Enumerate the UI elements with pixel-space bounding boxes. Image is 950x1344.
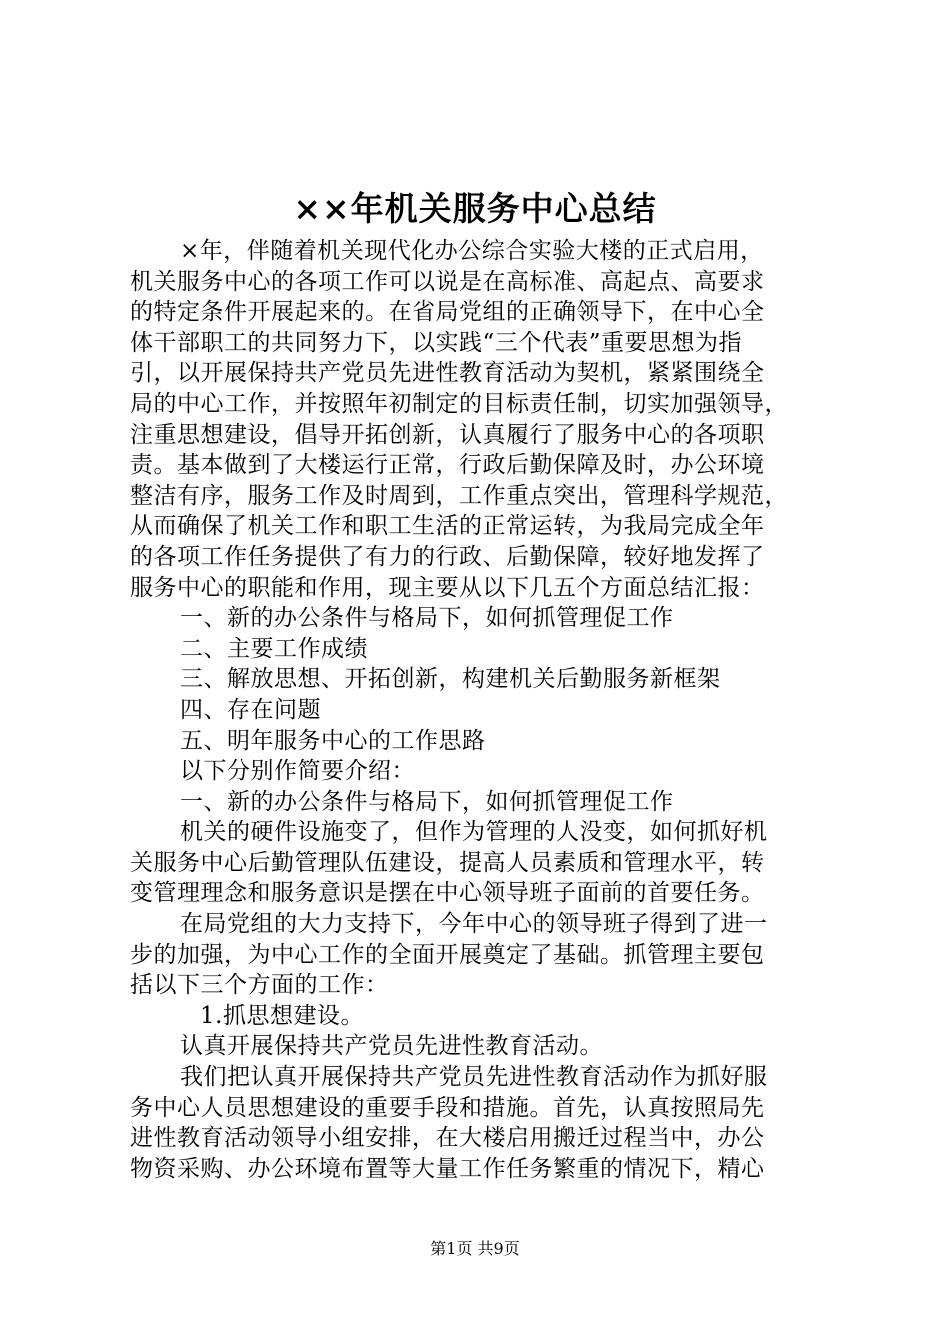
paragraph-line: 从而确保了机关工作和职工生活的正常运转，为我局完成全年	[130, 513, 765, 540]
paragraph-line: 步的加强，为中心工作的全面开展奠定了基础。抓管理主要包	[130, 941, 765, 968]
paragraph-line: 引，以开展保持共产党员先进性教育活动为契机，紧紧围绕全	[130, 360, 765, 387]
paragraph-line: 机关服务中心的各项工作可以说是在高标准、高起点、高要求	[130, 268, 765, 295]
paragraph-line: 的特定条件开展起来的。在省局党组的正确领导下，在中心全	[130, 299, 765, 326]
paragraph-line: 我们把认真开展保持共产党员先进性教育活动作为抓好服	[180, 1064, 768, 1091]
outline-item: 四、存在问题	[180, 696, 321, 723]
paragraph-line: 认真开展保持共产党员先进性教育活动。	[180, 1033, 603, 1060]
outline-item: 三、解放思想、开拓创新，构建机关后勤服务新框架	[180, 666, 721, 693]
paragraph-line: 务中心人员思想建设的重要手段和措施。首先，认真按照局先	[130, 1094, 765, 1121]
paragraph-line: 变管理理念和服务意识是摆在中心领导班子面前的首要任务。	[130, 880, 765, 907]
paragraph-line: ×年，伴随着机关现代化办公综合实验大楼的正式启用，	[180, 238, 764, 264]
subsection-heading: 1.抓思想建设。	[200, 1002, 364, 1029]
outline-item: 二、主要工作成绩	[180, 635, 368, 662]
outline-item: 五、明年服务中心的工作思路	[180, 727, 486, 754]
paragraph-line: 物资采购、办公环境布置等大量工作任务繁重的情况下，精心	[130, 1155, 765, 1182]
paragraph-line: 在局党组的大力支持下，今年中心的领导班子得到了进一	[180, 911, 768, 938]
page-footer: 第1页 共9页	[430, 1239, 520, 1258]
paragraph-line: 关服务中心后勤管理队伍建设，提高人员素质和管理水平，转	[130, 849, 765, 876]
paragraph-line: 体干部职工的共同努力下，以实践“三个代表”重要思想为指	[130, 329, 743, 356]
paragraph-line: 局的中心工作，并按照年初制定的目标责任制，切实加强领导，	[130, 390, 788, 417]
paragraph-line: 注重思想建设，倡导开拓创新，认真履行了服务中心的各项职	[130, 421, 765, 448]
section-heading: 一、新的办公条件与格局下，如何抓管理促工作	[180, 788, 674, 815]
document-title: ××年机关服务中心总结	[293, 189, 657, 228]
paragraph-line: 责。基本做到了大楼运行正常，行政后勤保障及时，办公环境	[130, 452, 765, 479]
outline-item: 一、新的办公条件与格局下，如何抓管理促工作	[180, 605, 674, 632]
paragraph-line: 整洁有序，服务工作及时周到，工作重点突出，管理科学规范，	[130, 482, 788, 509]
paragraph-line: 括以下三个方面的工作：	[130, 972, 389, 999]
paragraph-line: 进性教育活动领导小组安排，在大楼启用搬迁过程当中，办公	[130, 1125, 765, 1152]
paragraph-line: 服务中心的职能和作用，现主要从以下几五个方面总结汇报：	[130, 574, 765, 601]
paragraph-line: 机关的硬件设施变了，但作为管理的人没变，如何抓好机	[180, 819, 768, 846]
document-body	[130, 236, 830, 1184]
paragraph-line: 以下分别作简要介绍：	[180, 758, 415, 785]
paragraph-line: 的各项工作任务提供了有力的行政、后勤保障，较好地发挥了	[130, 543, 765, 570]
